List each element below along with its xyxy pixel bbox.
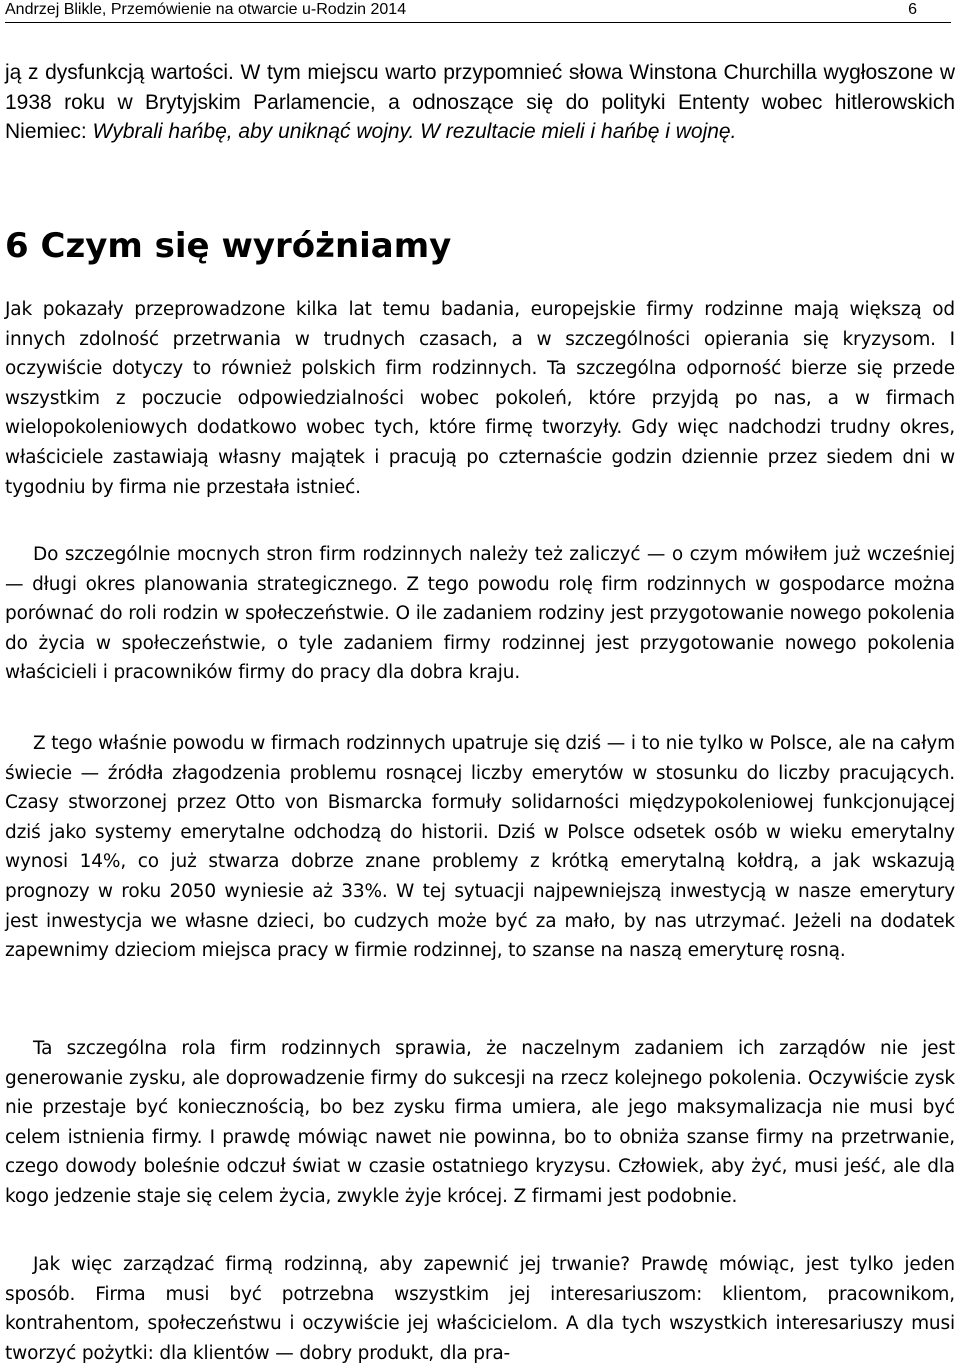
paragraph-4: Ta szczególna rola firm rodzinnych sprawia, że naczelnym zadaniem ich zarządów nie jest generowanie zysku, ale doprowadzenie firmy do sukcesji na rzecz kolejnego pokolenia. Oczywiście zysk nie przestaje być koniecznością, bo bez zysku firma umiera, ale jego maksymalizacja nie musi być celem istnienia firmy. I prawdę mówiąc nawet nie powinna, bo to obniża szanse firmy na przetrwanie, czego dowody boleśnie odczuł świat w czasie ostatniego kryzysu. Człowiek, aby żyć, musi jeść, ale dla kogo jedzenie staje się celem życia, zwykle żyje krócej. Z firmami jest podobnie.: [5, 1038, 955, 1207]
paragraph-5: Jak więc zarządzać firmą rodzinną, aby zapewnić jej trwanie? Prawdę mówiąc, jest tylko jeden sposób. Firma musi być potrzebna wszystkim jej interesariuszom: klientom, pracownikom, kontrahentom, społeczeństwu i oczywiście jej właścicielom. A dla tych wszystkich interesariuszy musi tworzyć pożytki: dla klientów — dobry produkt, dla pra-: [5, 1254, 955, 1364]
page-number: 6: [908, 1, 917, 18]
section-heading: 6 Czym się wyróżniamy: [5, 226, 452, 266]
page-header: [5, 0, 951, 23]
churchill-quote: Wybrali hańbę, aby uniknąć wojny. W rezultacie mieli i hańbę i wojnę.: [92, 120, 737, 143]
paragraph-1: Jak pokazały przeprowadzone kilka lat temu badania, europejskie firmy rodzinne mają większą od innych zdolność przetrwania w trudnych czasach, a w szczególności opierania się kryzysom. I oczywiście dotyczy to również polskich firm rodzinnych. Ta szczególna odporność bierze się przede wszystkim z poczucie odpowiedzialności wobec pokoleń, które przyjdą po nas, a w firmach wielopokoleniowych dodatkowo wobec tych, które firmę tworzyły. Gdy więc nadchodzi trudny okres, właściciele zastawiają własny majątek i pracują po czternaście godzin dziennie przez siedem dni w tygodniu by firma nie przestała istnieć.: [5, 299, 955, 498]
paragraph-2: Do szczególnie mocnych stron firm rodzinnych należy też zaliczyć — o czym mówiłem już wcześniej — długi okres planowania strategicznego. Z tego powodu rolę firm rodzinnych w gospodarce można porównać do roli rodzin w społeczeństwie. O ile zadaniem rodziny jest przygotowanie nowego pokolenia do życia w społeczeństwie, o tyle zadaniem firmy rodzinnej jest przygotowanie nowego pokolenia właścicieli i pracowników firmy do pracy dla dobra kraju.: [5, 544, 955, 684]
intro-text: ją z dysfunkcją wartości. W tym miejscu warto przypomnieć słowa Winstona Churchilla wygłoszone w 1938 roku w Brytyjskim Parlamencie, a odnoszące się do polityki Ententy wobec hitlerowskich Niemiec:: [5, 61, 955, 143]
intro-paragraph: [5, 58, 955, 147]
paragraph-3: Z tego właśnie powodu w firmach rodzinnych upatruje się dziś — i to nie tylko w Polsce, ale na całym świecie — źródła złagodzenia problemu rosnącej liczby emerytów w stosunku do liczby pracujących. Czasy stworzonej przez Otto von Bismarcka formuły solidarności międzypokoleniowej funkcjonującej dziś jako systemy emerytalne odchodzą do historii. Dziś w Polsce odsetek osób w wieku emerytalny wynosi 14%, co już stwarza dobrze znane problemy z krótką emerytalną kołdrą, a jak wskazują prognozy w roku 2050 wyniesie aż 33%. W tej sytuacji najpewniejszą inwestycją w nasze emerytury jest inwestycja we własne dzieci, bo cudzych może być za mało, by nas utrzymać. Jeżeli na dodatek zapewnimy dzieciom miejsca pracy w firmie rodzinnej, to szanse na naszą emeryturę rosną.: [5, 733, 955, 962]
header-title: Andrzej Blikle, Przemówienie na otwarcie u-Rodzin 2014: [5, 1, 407, 18]
